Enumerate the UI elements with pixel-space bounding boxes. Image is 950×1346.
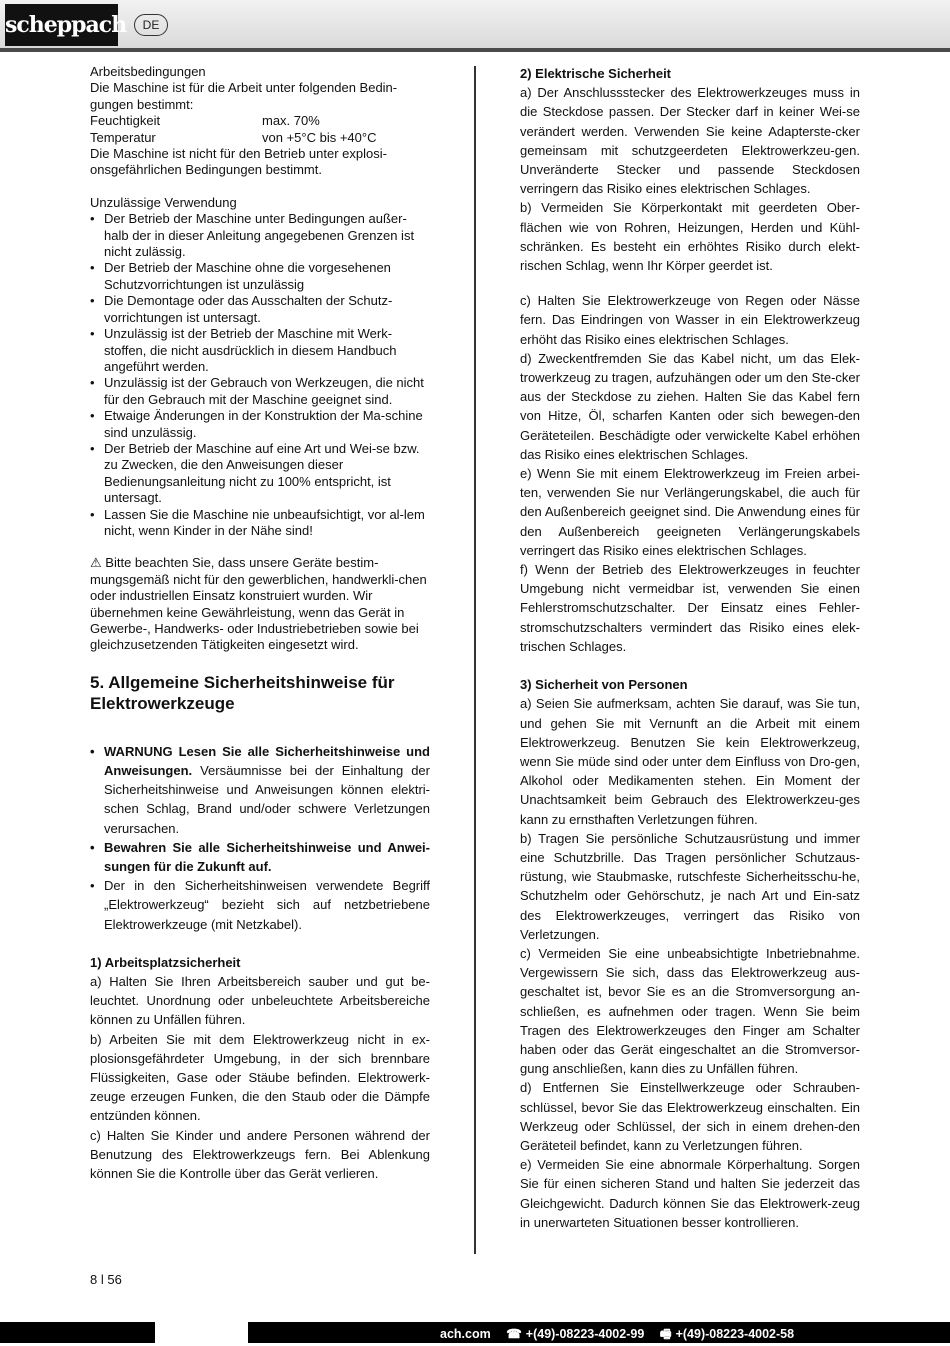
paragraph: f) Wenn der Betrieb des Elektrowerkzeuges in feuchter Umgebung nicht vermeidbar ist, verwenden Sie einen Fehlerstromschutzschalter. Der Einsatz eines Fehler-stromschutzschalters vermindert das Risiko eines elek-trischen Schlages. bbox=[520, 562, 860, 654]
keep-instructions: Bewahren Sie alle Sicherheitshinweise und Anwei-sungen für die Zukunft auf. bbox=[104, 839, 430, 875]
paragraph: c) Halten Sie Kinder und andere Personen während der Benutzung des Elektrowerkzeugs fern. Bei Ablenkung können Sie die Kontrolle über das Gerät verlieren. bbox=[90, 1127, 430, 1182]
spec-value: max. 70% bbox=[262, 113, 320, 129]
right-column bbox=[520, 64, 860, 1232]
website-link[interactable]: ach.com bbox=[440, 1327, 491, 1341]
paragraph: a) Der Anschlussstecker des Elektrowerkzeuges muss in die Steckdose passen. Der Stecker darf in keiner Wei-se verändert werden. Verwenden Sie keine Adapterste-cker gemeinsam mit schutzgeerdeten Elektrowerkzeu-gen. Unveränderte Stecker und passende Steckdosen verringern das Risiko eines elektrischen Schlages. bbox=[520, 85, 860, 197]
language-badge: DE bbox=[134, 14, 168, 36]
list-item: • Der Betrieb der Maschine ohne die vorgesehenen Schutzvorrichtungen ist unzulässig bbox=[90, 260, 430, 293]
section-2-title: 2) Elektrische Sicherheit bbox=[520, 66, 672, 81]
list-item: • Etwaige Änderungen in der Konstruktion der Ma-schine sind unzulässig. bbox=[90, 408, 430, 441]
section-1-title: 1) Arbeitsplatzsicherheit bbox=[90, 954, 241, 970]
list-item: • Die Demontage oder das Ausschalten der Schutz-vorrichtungen ist untersagt. bbox=[90, 293, 430, 326]
spec-value: von +5°C bis +40°C bbox=[262, 129, 377, 145]
explosion-note: Die Maschine ist nicht für den Betrieb unter explosi-onsgefährlichen Bedingungen bestimmt. bbox=[90, 146, 387, 178]
paragraph: a) Halten Sie Ihren Arbeitsbereich sauber und gut be-leuchtet. Unordnung oder unbeleuchtete Arbeitsbereiche können zu Unfällen führen. bbox=[90, 974, 430, 1028]
warning-bold: WARNUNG Lesen Sie alle Sicherheitshinweise und Anweisungen. bbox=[104, 743, 430, 779]
section-3-title: 3) Sicherheit von Personen bbox=[520, 677, 688, 693]
list-item: • Unzulässig ist der Gebrauch von Werkzeugen, die nicht für den Gebrauch mit der Maschine geeignet sind. bbox=[90, 375, 430, 408]
footer-white-block bbox=[155, 1322, 248, 1343]
fax-icon: 🖷 bbox=[659, 1327, 672, 1341]
header-rule bbox=[0, 48, 950, 52]
paragraph: b) Tragen Sie persönliche Schutzausrüstung und immer eine Schutzbrille. Das Tragen persönlicher Schutzaus-rüstung, wie Staubmaske, rutschfeste Sicherheitsschu-he, Schutzhelm oder Gehörschutz, je nach Art und Ein-satz des Elektrowerkzeuges, verringert das Risiko von Verletzungen. bbox=[520, 830, 860, 942]
general-warnings-list bbox=[90, 742, 430, 934]
spec-label: Temperatur bbox=[90, 129, 156, 145]
warning-text: Bitte beachten Sie, dass unsere Geräte bestim-mungsgemäß nicht für den gewerblichen, handwerkli-chen oder industriellen Einsatz konstruiert wurden. Wir übernehmen keine Gewährleistung, wenn das Gerät in Gewerbe-, Handwerks- oder Industriebetrieben sowie bei gleichzusetzenden Tätigkeiten eingesetzt wird. bbox=[90, 555, 427, 653]
paragraph: c) Vermeiden Sie eine unbeabsichtigte Inbetriebnahme. Vergewissern Sie sich, dass das Elektrowerkzeug aus-geschaltet ist, bevor Sie es an die Stromversorgung an-schließen, es aufnehmen oder tragen. Wenn Sie beim Tragen des Elektrowerkzeuges den Finger am Schalter haben oder das Gerät eingeschaltet an die Stromversor-gung anschließen, kann dies zu Unfällen führen. bbox=[520, 945, 860, 1077]
improper-use-title: Unzulässige Verwendung bbox=[90, 194, 237, 210]
paragraph: e) Vermeiden Sie eine abnormale Körperhaltung. Sorgen Sie für einen sicheren Stand und halten Sie jederzeit das Gleichgewicht. Dadurch können Sie das Elektrowerk-zeug in unerwarteten Situationen besser kontrollieren. bbox=[520, 1157, 860, 1230]
work-conditions-intro: Die Maschine ist für die Arbeit unter folgenden Bedin-gungen bestimmt: bbox=[90, 80, 398, 112]
paragraph: a) Seien Sie aufmerksam, achten Sie darauf, was Sie tun, und gehen Sie mit Vernunft an die Arbeit mit einem Elektrowerkzeug. Benutzen Sie kein Elektrowerkzeug, wenn Sie müde sind oder unter dem Einfluss von Dro-gen, Alkohol oder Medikamenten stehen. Ein Moment der Unachtsamkeit beim Gebrauch des Elektrowerkzeu-ges kann zu ernsthaften Verletzungen führen. bbox=[520, 696, 860, 827]
list-item: • Der Betrieb der Maschine unter Bedingungen außer-halb der in dieser Anleitung angegebenen Grenzen ist nicht zulässig. bbox=[90, 211, 430, 260]
paragraph: d) Entfernen Sie Einstellwerkzeuge oder Schrauben-schlüssel, bevor Sie das Elektrowerkzeug einschalten. Ein Werkzeug oder Schlüssel, der sich in einem drehen-den Geräteteil befindet, kann zu Verletzungen führen. bbox=[520, 1080, 860, 1153]
fax-number: +(49)-08223-4002-58 bbox=[675, 1327, 795, 1341]
list-item: • Der Betrieb der Maschine auf eine Art und Wei-se bzw. zu Zwecken, die den Anweisungen dieser Bedienungsanleitung nicht zu 100% entspricht, ist untersagt. bbox=[90, 441, 430, 507]
spec-row-temperature bbox=[90, 130, 430, 146]
list-item bbox=[90, 742, 430, 838]
list-item: • Der in den Sicherheitshinweisen verwendete Begriff „Elektrowerkzeug“ bezieht sich auf netzbetriebene Elektrowerkzeuge (mit Netzkabel). bbox=[90, 876, 430, 934]
phone-number: +(49)-08223-4002-99 bbox=[525, 1327, 645, 1341]
paragraph: d) Zweckentfremden Sie das Kabel nicht, um das Elek-trowerkzeug zu tragen, aufzuhängen oder um den Ste-cker aus der Steckdose zu ziehen. Halten Sie das Kabel fern von Hitze, Öl, scharfen Kanten oder sich bewegen-den Geräteteilen. Beschädigte oder verwickelte Kabel erhöhen das Risiko eines elektrischen Schlages. bbox=[520, 350, 860, 462]
paragraph: c) Halten Sie Elektrowerkzeuge von Regen oder Nässe fern. Das Eindringen von Wasser in ein Elektrowerkzeug erhöht das Risiko eines elektrischen Schlages. bbox=[520, 293, 860, 347]
improper-use-list bbox=[90, 211, 430, 539]
list-item: • Lassen Sie die Maschine nie unbeaufsichtigt, vor al-lem nicht, wenn Kinder in der Nähe sind! bbox=[90, 507, 430, 540]
spec-row-humidity bbox=[90, 113, 430, 129]
column-divider bbox=[474, 66, 476, 1254]
warning-rest: Versäumnisse bei der Einhaltung der Sicherheitshinweise und Anweisungen können elektri-schen Schlag, Brand und/oder schwere Verletzungen verursachen. bbox=[104, 763, 430, 836]
paragraph: b) Vermeiden Sie Körperkontakt mit geerdeten Ober-flächen wie von Rohren, Heizungen, Herden und Kühl-schränken. Es besteht ein erhöhtes Risiko durch elekt-rischen Schlag, wenn Ihr Körper geerdet ist. bbox=[520, 200, 860, 274]
page-number: 8 l 56 bbox=[90, 1272, 122, 1287]
warning-triangle-icon: ⚠ bbox=[90, 555, 102, 571]
footer-contact bbox=[440, 1325, 794, 1346]
warning-paragraph bbox=[90, 555, 430, 653]
list-item bbox=[90, 838, 430, 876]
left-column bbox=[90, 64, 430, 1183]
spec-label: Feuchtigkeit bbox=[90, 113, 161, 129]
paragraph: e) Wenn Sie mit einem Elektrowerkzeug im Freien arbei-ten, verwenden Sie nur Verlängerungskabel, die auch für den Außenbereich geeignet sind. Die Anwendung eines für den Außenbereich geeigneten Verlängerungskabels verringert das Risiko eines elektrischen Schlages. bbox=[520, 466, 860, 558]
paragraph: b) Arbeiten Sie mit dem Elektrowerkzeug nicht in ex-plosionsgefährdeter Umgebung, in der sich brennbare Flüssigkeiten, Gase oder Stäube befinden. Elektrowerk-zeuge erzeugen Funken, die den Staub oder die Dämpfe entzünden können. bbox=[90, 1031, 430, 1124]
brand-logo: scheppach bbox=[5, 4, 118, 46]
section-5-title: 5. Allgemeine Sicherheitshinweise für Elektrowerkzeuge bbox=[90, 672, 395, 713]
list-item: • Unzulässig ist der Betrieb der Maschine mit Werk-stoffen, die nicht ausdrücklich in diesem Handbuch angeführt werden. bbox=[90, 326, 430, 375]
work-conditions-title: Arbeitsbedingungen bbox=[90, 64, 206, 79]
phone-icon: ☎ bbox=[506, 1327, 522, 1341]
